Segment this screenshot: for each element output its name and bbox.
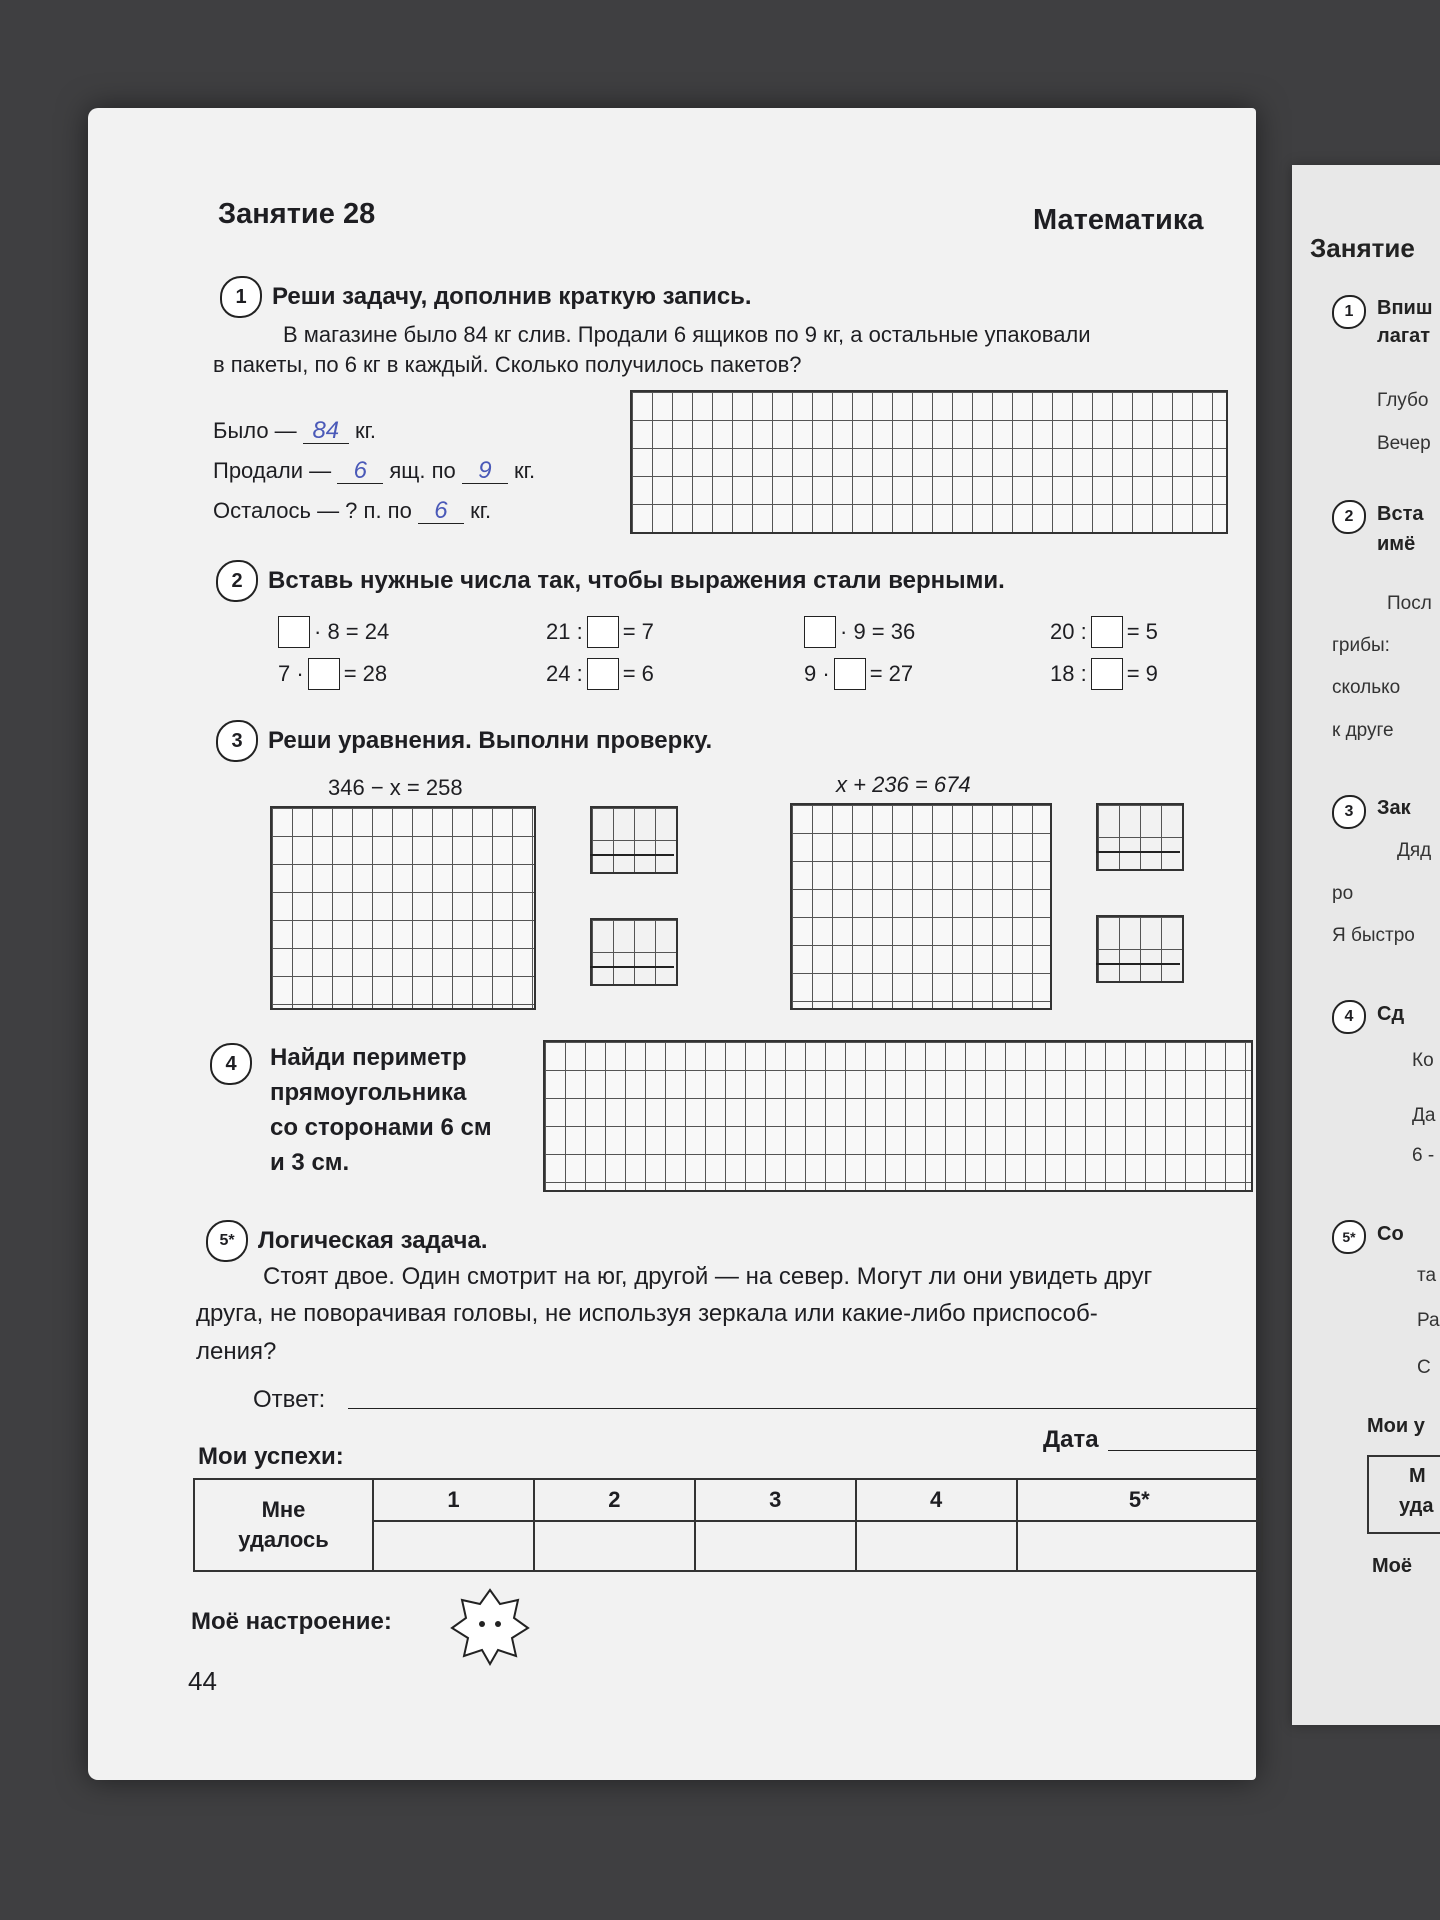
next-task3-text-b: Дяд <box>1397 840 1432 861</box>
task3-heading <box>216 720 712 762</box>
task3-eq1: 346 − x = 258 <box>328 775 463 800</box>
next-task4-text-a: Сд <box>1377 1003 1405 1025</box>
eq-a2-right: = 28 <box>343 661 388 686</box>
check1-bottom-grid[interactable] <box>590 918 678 986</box>
task3-eq2-check <box>1096 803 1184 965</box>
success-cell-5[interactable] <box>1017 1521 1263 1571</box>
eq-d1-right: = 5 <box>1126 619 1158 644</box>
eq-c2 <box>804 658 913 690</box>
task5-heading <box>206 1220 488 1262</box>
success-col-5: 5* <box>1017 1479 1263 1521</box>
task3-title: Реши уравнения. Выполни проверку. <box>268 727 713 754</box>
success-row-label-2: удалось <box>238 1527 329 1552</box>
success-cell-2[interactable] <box>534 1521 695 1571</box>
row3-label: Осталось — ? п. по <box>213 498 412 523</box>
check1-top-line <box>590 854 674 856</box>
eq-b1-left: 21 : <box>546 619 583 644</box>
next-task1-text-d: Вечер <box>1377 433 1431 454</box>
date-label: Дата <box>1043 1426 1099 1453</box>
eq-b1-right: = 7 <box>622 619 654 644</box>
task3-eq1-grid[interactable] <box>270 806 536 1010</box>
eq-d2-box[interactable] <box>1091 658 1123 690</box>
eq-a2-left: 7 · <box>278 661 304 686</box>
eq-c2-box[interactable] <box>834 658 866 690</box>
eq-a1-right: · 8 = 24 <box>314 619 390 644</box>
mood-label: Моё настроение: <box>191 1608 392 1635</box>
workbook-page <box>88 108 1256 1780</box>
row2-label: Продали — <box>213 458 332 483</box>
task4-solution-grid[interactable] <box>543 1040 1253 1192</box>
task4-line3: со сторонами 6 см <box>270 1114 492 1141</box>
eq-c1-right: · 9 = 36 <box>840 619 916 644</box>
eq-d1 <box>1050 616 1158 648</box>
row1-value[interactable]: 84 <box>303 419 349 444</box>
task2-number: 2 <box>216 560 258 602</box>
eq-a2 <box>278 658 387 690</box>
row2-value2[interactable]: 9 <box>462 459 508 484</box>
task4-line1: Найди периметр <box>270 1044 467 1071</box>
success-col-1: 1 <box>373 1479 534 1521</box>
check1-bottom-line <box>590 966 674 968</box>
eq-d2 <box>1050 658 1158 690</box>
eq-b1-box[interactable] <box>587 616 619 648</box>
next-task5-text-b: та <box>1417 1265 1437 1286</box>
next-task5-text-d: С <box>1417 1357 1431 1378</box>
task4-line4: и 3 см. <box>270 1149 350 1176</box>
next-table-text-b: уда <box>1399 1495 1434 1517</box>
row2-unit: кг. <box>514 458 536 483</box>
success-cell-1[interactable] <box>373 1521 534 1571</box>
eq-c2-right: = 27 <box>869 661 914 686</box>
success-label: Мои успехи: <box>198 1443 344 1470</box>
next-task4-text-c: Да <box>1412 1105 1436 1126</box>
success-cell-4[interactable] <box>856 1521 1017 1571</box>
eq-c1 <box>804 616 915 648</box>
eq-c1-box[interactable] <box>804 616 836 648</box>
task1-text-line2: в пакеты, по 6 кг в каждый. Сколько получилось пакетов? <box>213 352 802 377</box>
task5-answer-line[interactable] <box>348 1408 1258 1409</box>
task5-answer-label: Ответ: <box>253 1386 326 1413</box>
next-success-table <box>1367 1455 1440 1534</box>
eq-d2-left: 18 : <box>1050 661 1087 686</box>
task3-eq2: x + 236 = 674 <box>836 772 971 797</box>
task4-text <box>270 1040 492 1180</box>
success-row-label-1: Мне <box>261 1497 306 1522</box>
mood-face-icon[interactable] <box>450 1586 530 1671</box>
check2-bottom-line <box>1096 963 1180 965</box>
next-task1-text-b: лагат <box>1377 325 1431 347</box>
next-task2-text-e: сколько <box>1332 677 1401 698</box>
next-page <box>1292 165 1440 1725</box>
row2-value1[interactable]: 6 <box>337 459 383 484</box>
task5-text-line2: друга, не поворачивая головы, не используя зеркала или какие-либо приспособ- <box>196 1300 1098 1327</box>
next-mood-label: Моё <box>1372 1555 1412 1577</box>
next-task4-text-b: Ко <box>1412 1050 1434 1071</box>
task5-number: 5* <box>206 1220 248 1262</box>
eq-b2-box[interactable] <box>587 658 619 690</box>
lesson-title: Занятие 28 <box>218 198 376 230</box>
check2-bottom-grid[interactable] <box>1096 915 1184 983</box>
next-table-text-a: М <box>1409 1465 1426 1487</box>
success-col-3: 3 <box>695 1479 856 1521</box>
subject-title: Математика <box>1033 204 1204 236</box>
task1-number: 1 <box>220 276 262 318</box>
eq-a1-box[interactable] <box>278 616 310 648</box>
eq-b2 <box>546 658 654 690</box>
success-row-label <box>194 1479 373 1571</box>
next-task3-text-a: Зак <box>1377 797 1411 819</box>
next-task2-text-f: к друге <box>1332 720 1394 741</box>
row3-value[interactable]: 6 <box>418 499 464 524</box>
success-col-2: 2 <box>534 1479 695 1521</box>
task2-heading <box>216 560 1005 602</box>
task1-row3 <box>213 496 491 526</box>
task5-title: Логическая задача. <box>258 1227 488 1254</box>
task1-heading <box>220 276 752 318</box>
date-line[interactable] <box>1108 1450 1258 1451</box>
task1-title: Реши задачу, дополнив краткую запись. <box>272 283 752 310</box>
next-task5-text-a: Со <box>1377 1223 1404 1245</box>
row2-mid: ящ. по <box>389 458 456 483</box>
row1-unit: кг. <box>354 418 377 443</box>
task1-row1 <box>213 416 376 446</box>
next-task3-text-d: Я быстро <box>1332 925 1415 946</box>
next-task4-badge: 4 <box>1332 1000 1366 1034</box>
check2-top-grid[interactable] <box>1096 803 1184 871</box>
next-task2-text-b: имё <box>1377 533 1416 555</box>
next-success-label: Мои у <box>1367 1415 1425 1437</box>
eq-b2-right: = 6 <box>622 661 654 686</box>
row3-unit: кг. <box>470 498 492 523</box>
eq-d2-right: = 9 <box>1126 661 1158 686</box>
success-col-4: 4 <box>856 1479 1017 1521</box>
check2-top-line <box>1096 851 1180 853</box>
task2-title: Вставь нужные числа так, чтобы выражения стали верными. <box>268 567 1005 594</box>
next-task3-text-c: ро <box>1332 883 1354 904</box>
next-task5-badge: 5* <box>1332 1220 1366 1254</box>
eq-d1-left: 20 : <box>1050 619 1087 644</box>
next-task2-text-c: Посл <box>1387 593 1432 614</box>
next-task1-text-c: Глубо <box>1377 390 1429 411</box>
task3-eq1-check <box>590 806 678 968</box>
task3-eq2-grid[interactable] <box>790 803 1052 1010</box>
task5-text-line3: ления? <box>196 1338 277 1365</box>
next-task3-badge: 3 <box>1332 795 1366 829</box>
next-task2-text-d: грибы: <box>1332 635 1390 656</box>
eq-b2-left: 24 : <box>546 661 583 686</box>
check1-top-grid[interactable] <box>590 806 678 874</box>
task4-number: 4 <box>210 1043 252 1085</box>
success-table <box>193 1478 1263 1572</box>
task1-solution-grid[interactable] <box>630 390 1228 534</box>
success-cell-3[interactable] <box>695 1521 856 1571</box>
eq-a1 <box>278 616 389 648</box>
page-number: 44 <box>188 1666 217 1696</box>
task5-text-line1: Стоят двое. Один смотрит на юг, другой — на север. Могут ли они увидеть друг <box>263 1263 1153 1290</box>
task3-number: 3 <box>216 720 258 762</box>
next-page-title: Занятие <box>1310 233 1415 263</box>
eq-b1 <box>546 616 654 648</box>
eq-d1-box[interactable] <box>1091 616 1123 648</box>
task1-text-line1: В магазине было 84 кг слив. Продали 6 ящиков по 9 кг, а остальные упаковали <box>283 322 1091 347</box>
task1-row2 <box>213 456 535 486</box>
next-task1-text-a: Впиш <box>1377 297 1433 319</box>
next-task2-text-a: Вста <box>1377 503 1424 525</box>
task4-line2: прямоугольника <box>270 1079 467 1106</box>
eq-c2-left: 9 · <box>804 661 830 686</box>
next-task2-badge: 2 <box>1332 500 1366 534</box>
row1-label: Было — <box>213 418 297 443</box>
next-task4-text-d: 6 - <box>1412 1145 1435 1166</box>
next-task5-text-c: Ра <box>1417 1310 1440 1331</box>
eq-a2-box[interactable] <box>308 658 340 690</box>
next-task1-badge: 1 <box>1332 295 1366 329</box>
